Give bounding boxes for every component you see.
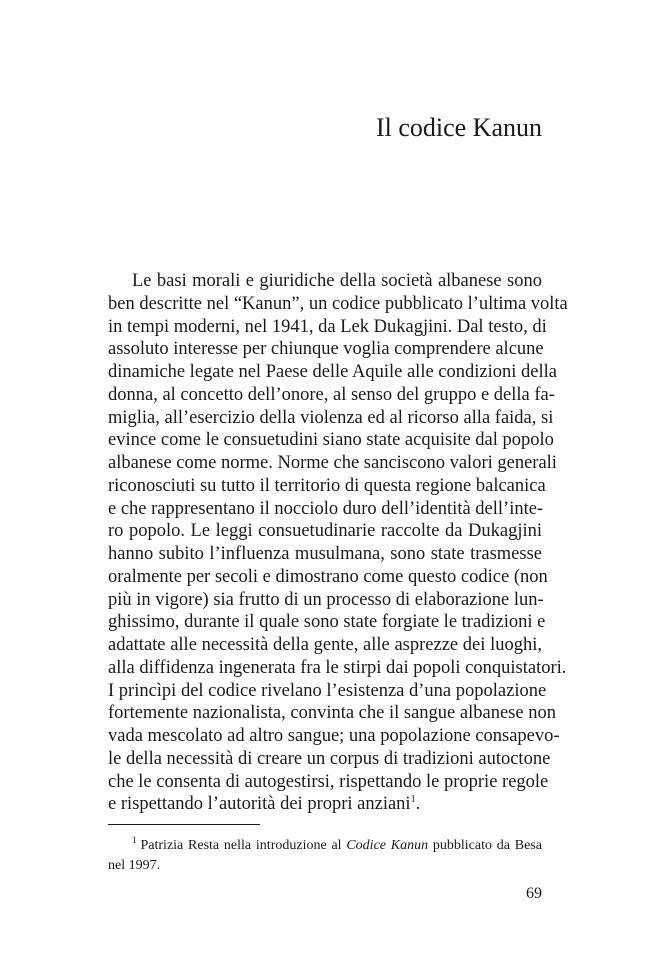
text-line: oralmente per secoli e dimostrano come questo codice (non <box>108 566 548 587</box>
text-line: alla diffidenza ingenerata fra le stirpi dai popoli conquistatori. <box>108 657 567 678</box>
footnote-line: nel 1997. <box>108 858 161 873</box>
text-line: ben descritte nel “Kanun”, un codice pubblicato l’ultima volta <box>108 293 568 314</box>
text-line: I princìpi del codice rivelano l’esistenza d’una popolazione <box>108 680 547 701</box>
text-line: dinamiche legate nel Paese delle Aquile alle condizioni della <box>108 362 557 382</box>
footnote-text-pre: Patrizia Resta nella introduzione al <box>140 838 347 853</box>
footnote-reference: 1 <box>410 794 416 806</box>
text-line: assoluto interesse per chiunque voglia comprendere alcune <box>108 339 544 360</box>
text-line: Le basi morali e giuridiche della società albanese sono <box>132 271 542 291</box>
chapter-title: Il codice Kanun <box>375 113 542 142</box>
text-line: hanno subito l’influenza musulmana, sono state trasmesse <box>108 544 542 564</box>
footnote-line <box>108 836 542 856</box>
text-line: miglia, all’esercizio della violenza ed al ricorso alla faida, si <box>108 407 554 428</box>
text-line: che le consenta di autogestirsi, rispettando le proprie regole <box>108 771 549 792</box>
text-line: più in vigore) sia frutto di un processo di elaborazione lun- <box>108 589 544 610</box>
body-paragraph <box>108 270 568 816</box>
footnote-book-title: Codice Kanun <box>346 838 429 853</box>
text-line: evince come le consuetudini siano state acquisite dal popolo <box>108 430 554 451</box>
text-line: ro popolo. Le leggi consuetudinarie raccolte da Dukagjini <box>108 521 542 542</box>
text-line: riconosciuti su tutto il territorio di questa regione balcanica <box>108 475 546 496</box>
text-line: e che rappresentano il nocciolo duro dell’identità dell’inte- <box>108 498 544 519</box>
text-line: in tempi moderni, nel 1941, da Lek Dukagjini. Dal testo, di <box>108 316 547 337</box>
text-line-last-content: e rispettando l’autorità dei propri anziani <box>108 794 411 815</box>
text-line-last: e rispettando l’autorità dei propri anziani$^1$. <box>108 794 421 815</box>
text-line: fortemente nazionalista, convinta che il sangue albanese non <box>108 703 556 724</box>
text-line: vada mescolato ad altro sangue; una popolazione consapevo- <box>108 726 560 746</box>
text-line: adattate alle necessità della gente, alle asprezze dei luoghi, <box>108 635 542 655</box>
footnote <box>108 836 542 876</box>
footnote-rule <box>108 824 260 825</box>
page-number: 69 <box>526 885 542 902</box>
text-line: ghissimo, durante il quale sono state forgiate le tradizioni e <box>108 612 546 633</box>
text-line: donna, al concetto dell’onore, al senso del gruppo e della fa- <box>108 384 555 405</box>
text-line: le della necessità di creare un corpus di tradizioni autoctone <box>108 748 551 769</box>
footnote-text-post: pubblicato da Besa <box>428 838 542 853</box>
footnote-number: 1 <box>132 835 137 845</box>
text-line: albanese come norme. Norme che sanciscono valori generali <box>108 453 557 473</box>
